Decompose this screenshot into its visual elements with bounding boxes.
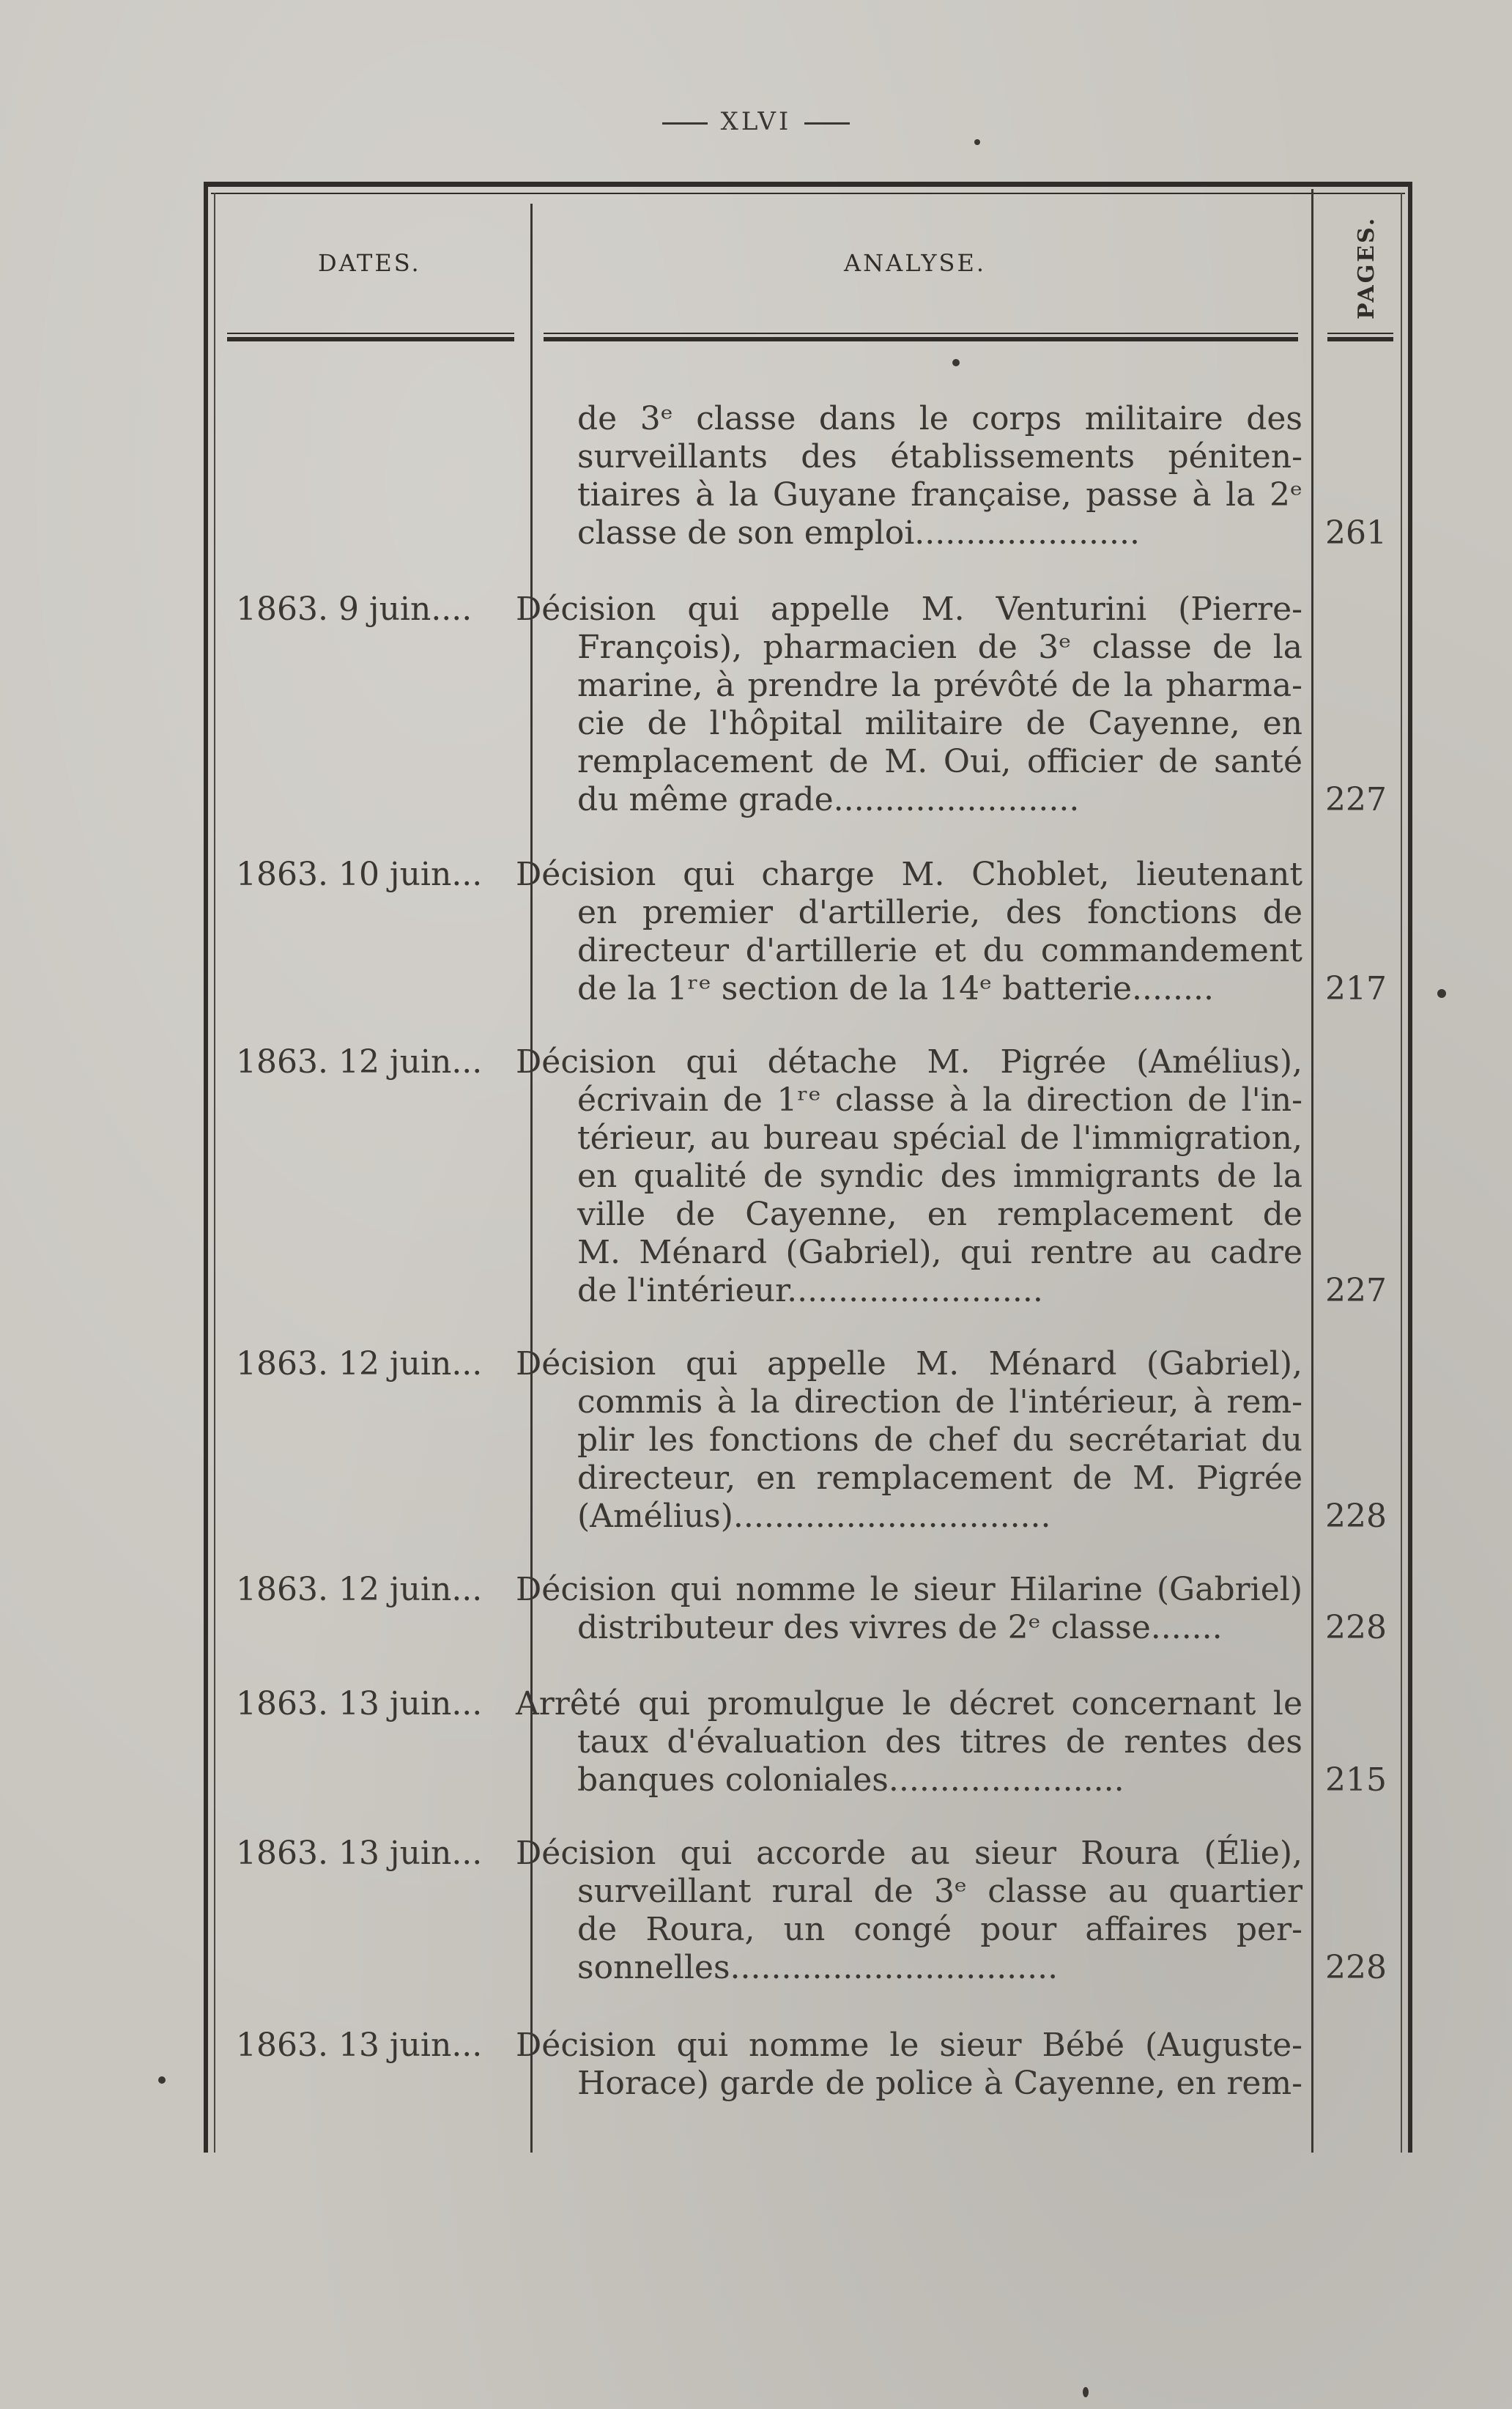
- analysis-line: tiaires à la Guyane française, passe à la 2ᵉ: [577, 476, 1302, 514]
- analysis-line: banques coloniales.......................: [577, 1761, 1124, 1799]
- analysis-line: plir les fonctions de chef du secrétariat du: [577, 1421, 1302, 1459]
- entry-date: 1863. 13 juin...: [236, 1685, 483, 1722]
- analysis-line: du même grade........................: [577, 781, 1080, 818]
- entry-date: 1863. 12 juin...: [236, 1571, 483, 1608]
- analysis-line: Décision qui charge M. Choblet, lieutenant: [516, 856, 1302, 893]
- entry-analysis: [541, 400, 1302, 552]
- analysis-line: commis à la direction de l'intérieur, à rem-: [577, 1383, 1302, 1421]
- entry-analysis: [516, 1043, 1302, 1310]
- analysis-line: sonnelles................................: [577, 1949, 1059, 1986]
- analysis-line: classe de son emploi......................: [577, 514, 1140, 552]
- analysis-line: Décision qui détache M. Pigrée (Amélius),: [516, 1043, 1302, 1081]
- analysis-line: remplacement de M. Oui, officier de santé: [577, 743, 1302, 780]
- analysis-line: François), pharmacien de 3ᵉ classe de la: [577, 629, 1302, 666]
- header-rule-pages: [1327, 337, 1393, 341]
- header-rule-dates: [227, 337, 514, 341]
- analysis-line: Décision qui nomme le sieur Hilarine (Gabriel): [516, 1571, 1302, 1608]
- entry-analysis: [516, 856, 1302, 1008]
- analysis-line: surveillants des établissements péniten-: [577, 438, 1302, 475]
- analysis-line: cie de l'hôpital militaire de Cayenne, en: [577, 705, 1302, 742]
- analysis-line: Décision qui appelle M. Ménard (Gabriel),: [516, 1345, 1302, 1383]
- entry-page: 228: [1325, 1498, 1387, 1535]
- analysis-line: écrivain de 1ʳᵉ classe à la direction de l'in-: [577, 1081, 1302, 1119]
- entry-date: 1863. 13 juin...: [236, 1835, 483, 1872]
- analysis-line: Arrêté qui promulgue le décret concernant le: [516, 1685, 1302, 1722]
- analysis-line: Décision qui appelle M. Venturini (Pierre-: [516, 591, 1302, 628]
- analysis-line: en qualité de syndic des immigrants de la: [577, 1158, 1302, 1195]
- entry-analysis: [516, 2027, 1302, 2103]
- page-number: [0, 107, 1512, 136]
- analysis-line: (Amélius)...............................: [577, 1498, 1051, 1535]
- analysis-line: directeur, en remplacement de M. Pigrée: [577, 1459, 1302, 1497]
- ink-speck: [952, 359, 960, 366]
- header-analyse: ANALYSE.: [844, 249, 986, 277]
- entry-analysis: [516, 1835, 1302, 1987]
- entry-analysis: [516, 1685, 1302, 1799]
- analysis-line: de l'intérieur.........................: [577, 1272, 1043, 1309]
- entry-page: 228: [1325, 1949, 1387, 1986]
- analysis-line: térieur, au bureau spécial de l'immigration,: [577, 1120, 1302, 1157]
- header-pages: PAGES.: [1354, 215, 1379, 319]
- entry-analysis: [516, 1345, 1302, 1536]
- entry-date: 1863. 9 juin....: [236, 591, 472, 628]
- entry-analysis: [516, 591, 1302, 819]
- ink-speck: [1437, 989, 1446, 998]
- entry-date: 1863. 12 juin...: [236, 1345, 483, 1383]
- analysis-line: Horace) garde de police à Cayenne, en rem-: [577, 2065, 1302, 2102]
- ink-speck: [974, 139, 980, 145]
- analysis-line: M. Ménard (Gabriel), qui rentre au cadre: [577, 1234, 1302, 1271]
- header-rule-analyse: [544, 337, 1298, 341]
- column-divider-pages: [1311, 189, 1313, 2153]
- analysis-line: de Roura, un congé pour affaires per-: [577, 1911, 1302, 1948]
- analysis-line: en premier d'artillerie, des fonctions de: [577, 894, 1302, 931]
- ink-speck: [1083, 2387, 1089, 2397]
- analysis-line: Décision qui accorde au sieur Roura (Élie),: [516, 1835, 1302, 1872]
- analysis-line: taux d'évaluation des titres de rentes des: [577, 1723, 1302, 1761]
- entry-page: 261: [1325, 514, 1387, 552]
- analysis-line: de la 1ʳᵉ section de la 14ᵉ batterie........: [577, 970, 1214, 1007]
- analysis-line: ville de Cayenne, en remplacement de: [577, 1196, 1302, 1233]
- entry-analysis: [516, 1571, 1302, 1647]
- analysis-line: surveillant rural de 3ᵉ classe au quartier: [577, 1873, 1302, 1910]
- analysis-line: directeur d'artillerie et du commandement: [577, 932, 1302, 969]
- entry-page: 227: [1325, 1272, 1387, 1309]
- analysis-line: marine, à prendre la prévôté de la pharma-: [577, 667, 1302, 704]
- entry-page: 227: [1325, 781, 1387, 818]
- analysis-line: de 3ᵉ classe dans le corps militaire des: [577, 400, 1302, 437]
- analysis-line: distributeur des vivres de 2ᵉ classe.......: [577, 1609, 1223, 1646]
- header-dates: DATES.: [318, 249, 421, 277]
- entry-date: 1863. 12 juin...: [236, 1043, 483, 1081]
- entry-page: 215: [1325, 1761, 1387, 1799]
- entry-page: 217: [1325, 970, 1387, 1007]
- ink-speck: [158, 2076, 166, 2084]
- page-number-text: XLVI: [720, 107, 792, 136]
- entry-page: 228: [1325, 1609, 1387, 1646]
- entry-date: 1863. 13 juin...: [236, 2027, 483, 2064]
- analysis-line: Décision qui nomme le sieur Bébé (Auguste-: [516, 2027, 1302, 2064]
- entry-date: 1863. 10 juin...: [236, 856, 483, 893]
